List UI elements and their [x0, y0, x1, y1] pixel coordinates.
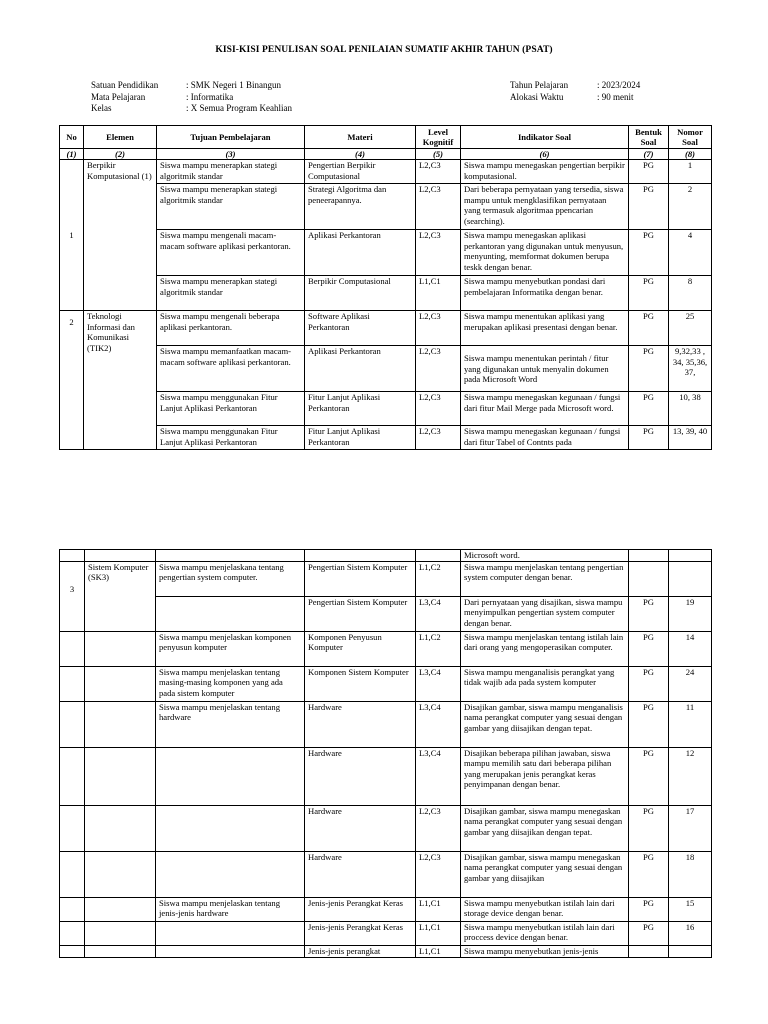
- cell-tujuan: Siswa mampu menerapkan stategi algoritmik standar: [157, 160, 305, 184]
- cell-nomor: 9,32,33 , 34, 35,36, 37,: [669, 346, 712, 392]
- cell-indikator: Dari beberapa pernyataan yang tersedia, siswa mampu untuk mengklasifikan pernyataan yang termasuk algoritmaa ppencarian (searching).: [461, 184, 629, 230]
- cell-nomor: 11: [669, 702, 712, 748]
- cell-level: L3,C4: [416, 597, 461, 632]
- cell-no: [60, 748, 85, 806]
- cell-level: L1,C1: [416, 946, 461, 958]
- cell-tujuan: Siswa mampu menerapkan stategi algoritmik standar: [157, 276, 305, 311]
- table-row: [60, 311, 712, 346]
- cell-materi: Jenis-jenis Perangkat Keras: [305, 922, 416, 946]
- kisi-kisi-table-page-2: [59, 549, 712, 958]
- cell-tujuan: [156, 806, 305, 852]
- header-row: [60, 126, 712, 149]
- cell-level: L1,C2: [416, 632, 461, 667]
- cell-tujuan: Siswa mampu menjelaskan komponen penyusun komputer: [156, 632, 305, 667]
- meta-label: Satuan Pendidikan: [91, 80, 159, 90]
- cell-indikator: Microsoft word.: [461, 550, 629, 562]
- cell-elemen: Teknologi Informasi dan Komunikasi (TIK2): [84, 311, 157, 450]
- cell-tujuan: [156, 852, 305, 898]
- header-level: Level Kognitif: [416, 126, 461, 149]
- cell-nomor: 1: [669, 160, 712, 184]
- cell-bentuk: PG: [629, 702, 669, 748]
- cell-nomor: 25: [669, 311, 712, 346]
- cell-bentuk: PG: [629, 276, 669, 311]
- cell-indikator: Siswa mampu menegaskan kegunaan / fungsi dari fitur Mail Merge pada Microsoft word.: [461, 392, 629, 426]
- cell-indikator: Siswa mampu menentukan aplikasi yang merupakan aplikasi presentasi dengan benar.: [461, 311, 629, 346]
- cell-nomor: 14: [669, 632, 712, 667]
- cell-nomor: [669, 946, 712, 958]
- table-row: [60, 852, 712, 898]
- cell-materi: Software Aplikasi Perkantoran: [305, 311, 416, 346]
- cell-bentuk: PG: [629, 898, 669, 922]
- table-row: [60, 748, 712, 806]
- cell-tujuan: [156, 550, 305, 562]
- cell-level: L2,C3: [416, 311, 461, 346]
- cell-bentuk: PG: [629, 632, 669, 667]
- table-row: [60, 946, 712, 958]
- cell-bentuk: PG: [629, 597, 669, 632]
- column-number: (2): [84, 149, 157, 160]
- table-row: [60, 392, 712, 426]
- cell-materi: Fitur Lanjut Aplikasi Perkantoran: [305, 426, 416, 450]
- cell-bentuk: PG: [629, 922, 669, 946]
- cell-indikator: Disajikan gambar, siswa mampu menegaskan nama perangkat computer yang sesuai dengan gambar yang diisajikan dengan tepat.: [461, 806, 629, 852]
- cell-no: [60, 922, 85, 946]
- cell-tujuan: Siswa mampu memanfaatkan macam-macam software aplikasi perkantoran.: [157, 346, 305, 392]
- table-row: [60, 667, 712, 702]
- meta-value: : SMK Negeri 1 Binangun: [186, 80, 281, 90]
- column-number: (1): [60, 149, 84, 160]
- header-elemen: Elemen: [84, 126, 157, 149]
- cell-nomor: 10, 38: [669, 392, 712, 426]
- cell-level: L2,C3: [416, 806, 461, 852]
- cell-elemen: [85, 806, 156, 852]
- cell-tujuan: Siswa mampu menggunakan Fitur Lanjut Aplikasi Perkantoran: [157, 426, 305, 450]
- cell-no: [60, 946, 85, 958]
- meta-right: [510, 80, 710, 104]
- cell-materi: Pengertian Sistem Komputer: [305, 562, 416, 597]
- cell-bentuk: PG: [629, 184, 669, 230]
- cell-bentuk: [629, 946, 669, 958]
- cell-no: [60, 898, 85, 922]
- table-row: [60, 346, 712, 392]
- cell-materi: Hardware: [305, 748, 416, 806]
- cell-tujuan: [156, 597, 305, 632]
- cell-tujuan: Siswa mampu menjelaskana tentang pengertian system computer.: [156, 562, 305, 597]
- cell-level: L2,C3: [416, 392, 461, 426]
- cell-tujuan: Siswa mampu mengenali beberapa aplikasi perkantoran.: [157, 311, 305, 346]
- cell-indikator: Disajikan gambar, siswa mampu menganalisis nama perangkat computer yang sesuai dengan gambar yang diisajikan dengan tepat.: [461, 702, 629, 748]
- cell-bentuk: PG: [629, 852, 669, 898]
- cell-nomor: [669, 562, 712, 597]
- cell-indikator: Disajikan beberapa pilihan jawaban, siswa mampu memilih satu dari beberapa pilihan yang merupakan jenis perangkat keras penyimpanan dengan benar.: [461, 748, 629, 806]
- document-title: KISI-KISI PENULISAN SOAL PENILAIAN SUMATIF AKHIR TAHUN (PSAT): [215, 45, 553, 55]
- cell-nomor: 12: [669, 748, 712, 806]
- cell-indikator: Dari pernyataan yang disajikan, siswa mampu menyimpulkan pengertian system computer dengan benar.: [461, 597, 629, 632]
- cell-materi: Berpikir Computasional: [305, 276, 416, 311]
- cell-elemen: [85, 946, 156, 958]
- cell-level: L1,C1: [416, 898, 461, 922]
- table-row: [60, 562, 712, 597]
- kisi-kisi-table-page-1: [59, 125, 712, 450]
- table-row: [60, 550, 712, 562]
- cell-no: [60, 632, 85, 667]
- cell-materi: [305, 550, 416, 562]
- meta-left: [91, 80, 351, 116]
- table-row: [60, 276, 712, 311]
- cell-nomor: 4: [669, 230, 712, 276]
- column-number: (3): [157, 149, 305, 160]
- cell-no: 1: [60, 160, 84, 311]
- cell-materi: Komponen Penyusun Komputer: [305, 632, 416, 667]
- cell-materi: Strategi Algoritma dan peneerapannya.: [305, 184, 416, 230]
- cell-indikator: Disajikan gambar, siswa mampu menegaskan nama perangkat computer yang sesuai dengan gambar yang diisajikan: [461, 852, 629, 898]
- cell-level: L2,C3: [416, 184, 461, 230]
- column-number-row: [60, 149, 712, 160]
- cell-nomor: 18: [669, 852, 712, 898]
- cell-level: L2,C3: [416, 426, 461, 450]
- cell-bentuk: PG: [629, 346, 669, 392]
- cell-tujuan: Siswa mampu menggunakan Fitur Lanjut Aplikasi Perkantoran: [157, 392, 305, 426]
- cell-elemen: [85, 550, 156, 562]
- meta-label: Alokasi Waktu: [510, 91, 564, 102]
- cell-level: L2,C3: [416, 852, 461, 898]
- meta-value: : X Semua Program Keahlian: [186, 103, 292, 113]
- header-indikator: Indikator Soal: [461, 126, 629, 149]
- cell-materi: Jenis-jenis Perangkat Keras: [305, 898, 416, 922]
- cell-indikator: Siswa mampu menyebutkan jenis-jenis: [461, 946, 629, 958]
- meta-value: : 90 menit: [597, 91, 634, 102]
- cell-level: L1,C1: [416, 276, 461, 311]
- table-row: [60, 230, 712, 276]
- cell-indikator: Siswa mampu menganalisis perangkat yang tidak wajib ada pada system komputer: [461, 667, 629, 702]
- cell-tujuan: Siswa mampu menjelaskan tentang jenis-jenis hardware: [156, 898, 305, 922]
- cell-tujuan: [156, 748, 305, 806]
- table-row: [60, 898, 712, 922]
- cell-indikator: Siswa mampu menyebutkan istilah lain dari proccess device dengan benar.: [461, 922, 629, 946]
- cell-indikator: Siswa mampu menyebutkan pondasi dari pembelajaran Informatika dengan benar.: [461, 276, 629, 311]
- cell-elemen: [85, 898, 156, 922]
- cell-nomor: [669, 550, 712, 562]
- cell-nomor: 8: [669, 276, 712, 311]
- meta-label: Mata Pelajaran: [91, 91, 146, 102]
- cell-elemen: [85, 632, 156, 667]
- cell-bentuk: PG: [629, 230, 669, 276]
- cell-tujuan: [156, 946, 305, 958]
- cell-level: L2,C3: [416, 230, 461, 276]
- header-nomor: Nomor Soal: [669, 126, 712, 149]
- meta-label: Kelas: [91, 103, 112, 113]
- column-number: (6): [461, 149, 629, 160]
- table-row: [60, 160, 712, 184]
- cell-level: L3,C4: [416, 748, 461, 806]
- cell-materi: Komponen Sistem Komputer: [305, 667, 416, 702]
- column-number: (4): [305, 149, 416, 160]
- cell-elemen: Sistem Komputer (SK3): [85, 562, 156, 632]
- header-materi: Materi: [305, 126, 416, 149]
- cell-elemen: Berpikir Komputasional (1): [84, 160, 157, 311]
- cell-tujuan: Siswa mampu menjelaskan tentang masing-masing komponen yang ada pada sistem komputer: [156, 667, 305, 702]
- cell-bentuk: PG: [629, 392, 669, 426]
- cell-indikator: Siswa mampu menegaskan aplikasi perkantoran yang digunakan untuk menyusun, menyunting, memformat dokumen berupa teskk dengan benar.: [461, 230, 629, 276]
- cell-elemen: [85, 748, 156, 806]
- meta-value: : Informatika: [186, 91, 234, 102]
- cell-indikator: Siswa mampu menyebutkan istilah lain dari storage device dengan benar.: [461, 898, 629, 922]
- cell-bentuk: [629, 562, 669, 597]
- cell-elemen: [85, 922, 156, 946]
- cell-nomor: 19: [669, 597, 712, 632]
- column-number: (7): [629, 149, 669, 160]
- cell-nomor: 24: [669, 667, 712, 702]
- cell-tujuan: [156, 922, 305, 946]
- cell-indikator: Siswa mampu menentukan perintah / fitur yang digunakan untuk menyalin dokumen pada Microsoft Word: [461, 346, 629, 392]
- cell-indikator: Siswa mampu menjelaskan tentang pengertian system computer dengan benar.: [461, 562, 629, 597]
- cell-no: [60, 806, 85, 852]
- table-row: [60, 184, 712, 230]
- cell-no: [60, 852, 85, 898]
- cell-bentuk: [629, 550, 669, 562]
- cell-tujuan: Siswa mampu mengenali macam-macam software aplikasi perkantoran.: [157, 230, 305, 276]
- header-tujuan: Tujuan Pembelajaran: [157, 126, 305, 149]
- cell-materi: Hardware: [305, 702, 416, 748]
- meta-label: Tahun Pelajaran: [510, 80, 569, 90]
- cell-no: 3: [60, 562, 85, 632]
- cell-nomor: 13, 39, 40: [669, 426, 712, 450]
- cell-bentuk: PG: [629, 748, 669, 806]
- header-no: No: [60, 126, 84, 149]
- cell-no: 2: [60, 311, 84, 450]
- table-row: [60, 426, 712, 450]
- cell-nomor: 15: [669, 898, 712, 922]
- column-number: (8): [669, 149, 712, 160]
- cell-level: L2,C3: [416, 346, 461, 392]
- cell-nomor: 17: [669, 806, 712, 852]
- cell-materi: Pengertian Berpikir Computasional: [305, 160, 416, 184]
- cell-materi: Aplikasi Perkantoran: [305, 230, 416, 276]
- cell-level: L1,C1: [416, 922, 461, 946]
- table-row: [60, 702, 712, 748]
- cell-materi: Hardware: [305, 852, 416, 898]
- cell-no: [60, 667, 85, 702]
- cell-nomor: 2: [669, 184, 712, 230]
- cell-materi: Aplikasi Perkantoran: [305, 346, 416, 392]
- cell-materi: Hardware: [305, 806, 416, 852]
- cell-bentuk: PG: [629, 311, 669, 346]
- cell-level: L1,C2: [416, 562, 461, 597]
- header-bentuk: Bentuk Soal: [629, 126, 669, 149]
- cell-tujuan: Siswa mampu menjelaskan tentang hardware: [156, 702, 305, 748]
- cell-nomor: 16: [669, 922, 712, 946]
- cell-no: [60, 550, 85, 562]
- cell-materi: Jenis-jenis perangkat: [305, 946, 416, 958]
- cell-elemen: [85, 702, 156, 748]
- table-row: [60, 632, 712, 667]
- cell-indikator: Siswa mampu menegaskan kegunaan / fungsi dari fitur Tabel of Contnts pada: [461, 426, 629, 450]
- table-row: [60, 597, 712, 632]
- cell-bentuk: PG: [629, 426, 669, 450]
- cell-indikator: Siswa mampu menegaskan pengertian berpikir komputasional.: [461, 160, 629, 184]
- cell-materi: Pengertian Sistem Komputer: [305, 597, 416, 632]
- cell-no: [60, 702, 85, 748]
- meta-value: : 2023/2024: [597, 80, 641, 90]
- cell-level: L2,C3: [416, 160, 461, 184]
- cell-tujuan: Siswa mampu menerapkan stategi algoritmik standar: [157, 184, 305, 230]
- cell-elemen: [85, 667, 156, 702]
- cell-bentuk: PG: [629, 667, 669, 702]
- cell-level: L3,C4: [416, 667, 461, 702]
- table-row: [60, 922, 712, 946]
- cell-materi: Fitur Lanjut Aplikasi Perkantoran: [305, 392, 416, 426]
- table-row: [60, 806, 712, 852]
- column-number: (5): [416, 149, 461, 160]
- cell-elemen: [85, 852, 156, 898]
- cell-bentuk: PG: [629, 806, 669, 852]
- cell-level: L3,C4: [416, 702, 461, 748]
- cell-bentuk: PG: [629, 160, 669, 184]
- cell-level: [416, 550, 461, 562]
- cell-indikator: Siswa mampu menjelaskan tentang istilah lain dari orang yang mengoperasikan computer.: [461, 632, 629, 667]
